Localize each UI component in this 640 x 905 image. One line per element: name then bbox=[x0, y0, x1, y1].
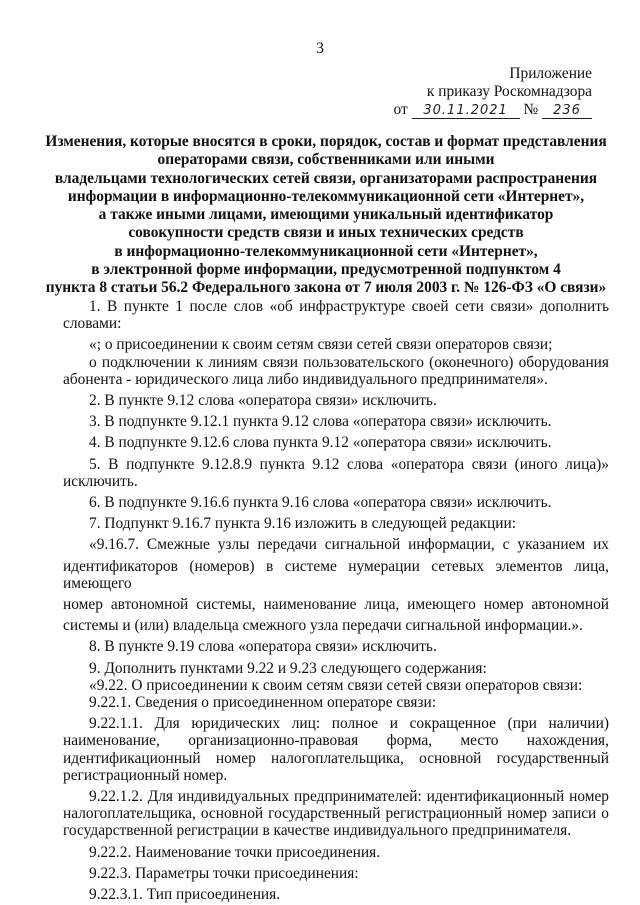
title-line: Изменения, которые вносятся в сроки, порядок, состав и формат представления bbox=[45, 133, 607, 150]
item-1-line: 1. В пункте 1 после слов «об инфраструктуре своей сети связи» дополнить bbox=[89, 298, 609, 315]
title-line: в информационно-телекоммуникационной сети «Интернет», bbox=[114, 242, 538, 260]
paragraph-9-22-2: 9.22.2. Наименование точки присоединения. bbox=[89, 843, 381, 861]
item-7-quote: системы и (или) владельца смежного узла передачи сигнальной информации.». bbox=[63, 617, 583, 635]
item-6: 6. В подпункте 9.16.6 пункта 9.16 слова «оператора связи» исключить. bbox=[89, 494, 552, 512]
title-line: совокупности средств связи и иных технических средств bbox=[128, 224, 524, 242]
document-body bbox=[63, 298, 609, 903]
item-7-quote: номер автономной системы, наименование лица, имеющего номер автономной bbox=[63, 596, 609, 614]
document-title bbox=[40, 133, 612, 298]
title-line: в электронной форме информации, предусмотренной подпунктом 4 bbox=[91, 261, 561, 279]
item-1-quote: абонента - юридического лица либо индивидуального предпринимателя». bbox=[63, 370, 548, 388]
from-label: от bbox=[393, 101, 408, 118]
item-1-quote: «; о присоединении к своим сетям связи сетей связи операторов связи; bbox=[89, 336, 553, 354]
paragraph-9-22-1-2: государственной регистрации в качестве индивидуального предпринимателя. bbox=[63, 822, 572, 840]
paragraph-9-22-1-1: наименование, организационно-правовая форма, место нахождения, bbox=[63, 732, 609, 750]
handwritten-date: 30.11.2021 bbox=[412, 104, 520, 119]
number-label: № bbox=[523, 101, 539, 118]
item-3: 3. В подпункте 9.12.1 пункта 9.12 слова «оператора связи» исключить. bbox=[89, 413, 552, 431]
title-line: операторами связи, собственниками или иными bbox=[157, 151, 495, 169]
paragraph-9-22-1-2: налогоплательщика, основной государственный регистрационный номер записи о bbox=[63, 805, 609, 823]
annex-title: Приложение bbox=[509, 65, 592, 82]
item-1-line: словами: bbox=[63, 315, 122, 333]
item-8: 8. В пункте 9.19 слова «оператора связи» исключить. bbox=[89, 638, 437, 656]
item-5-line: 5. В подпункте 9.12.8.9 пункта 9.12 слова «оператора связи (иного лица)» bbox=[89, 455, 609, 473]
item-1-quote: о подключении к линиям связи пользовательского (оконечного) оборудования bbox=[89, 353, 609, 371]
title-line: а также иными лицами, имеющими уникальный идентификатор bbox=[98, 206, 554, 224]
annex-header bbox=[394, 65, 592, 119]
paragraph-9-22-1-2: 9.22.1.2. Для индивидуальных предпринимателей: идентификационный номер bbox=[89, 788, 609, 806]
item-4: 4. В подпункте 9.12.6 слова пункта 9.12 «оператора связи» исключить. bbox=[89, 434, 552, 452]
item-7: 7. Подпункт 9.16.7 пункта 9.16 изложить в следующей редакции: bbox=[89, 515, 517, 533]
title-line: владельцами технологических сетей связи, организаторами распространения bbox=[54, 169, 598, 187]
page-number: 3 bbox=[316, 40, 324, 57]
item-2: 2. В пункте 9.12 слова «оператора связи» исключить. bbox=[89, 392, 437, 410]
paragraph-9-22-1: 9.22.1. Сведения о присоединенном операторе связи: bbox=[89, 694, 437, 712]
handwritten-number: 236 bbox=[542, 104, 592, 119]
paragraph-9-22-1-1: 9.22.1.1. Для юридических лиц: полное и сокращенное (при наличии) bbox=[89, 715, 609, 733]
title-line: пункта 8 статьи 56.2 Федерального закона от 7 июля 2003 г. № 126-ФЗ «О связи» bbox=[45, 279, 607, 297]
annex-order-ref: к приказу Роскомнадзора bbox=[426, 83, 592, 100]
paragraph-9-22-3-1: 9.22.3.1. Тип присоединения. bbox=[89, 886, 281, 904]
title-line: информации в информационно-телекоммуникационной сети «Интернет», bbox=[67, 187, 585, 205]
item-9: 9. Дополнить пунктами 9.22 и 9.23 следующего содержания: bbox=[89, 659, 487, 677]
annex-date-number-line bbox=[394, 101, 592, 119]
item-7-quote: идентификаторов (номеров) в системе нумерации сетевых элементов лица, имеющего bbox=[63, 557, 609, 592]
paragraph-9-22-1-1: регистрационный номер. bbox=[63, 766, 228, 784]
paragraph-9-22-1-1: идентификационный номер налогоплательщика, основной государственный bbox=[63, 749, 609, 767]
item-5-line: исключить. bbox=[63, 472, 138, 490]
paragraph-9-22-3: 9.22.3. Параметры точки присоединения: bbox=[89, 864, 359, 882]
paragraph-9-22: «9.22. О присоединении к своим сетям связи сетей связи операторов связи: bbox=[89, 676, 583, 694]
item-7-quote: «9.16.7. Смежные узлы передачи сигнальной информации, с указанием их bbox=[89, 536, 609, 554]
